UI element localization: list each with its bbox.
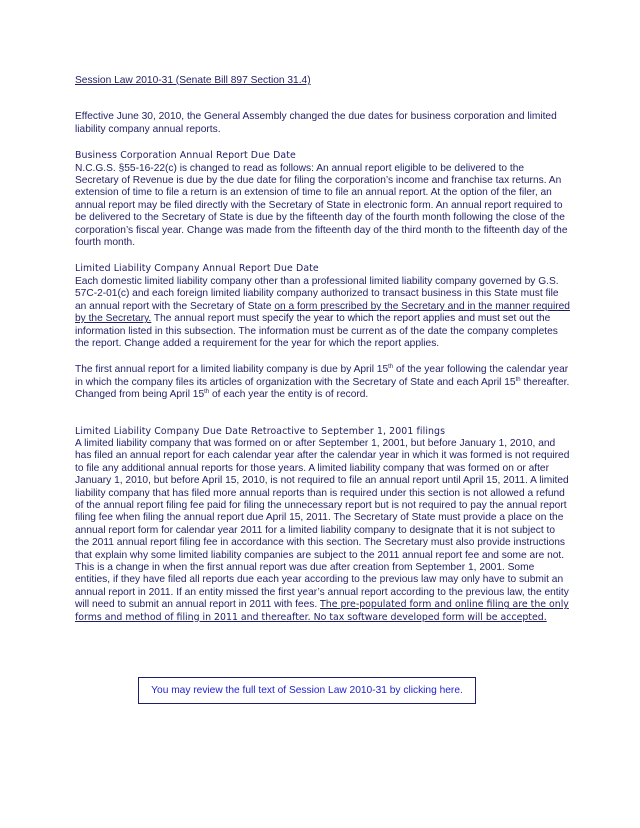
document-body — [75, 75, 570, 624]
ordinal-suffix: th — [388, 364, 394, 371]
llc-first-report-text: of the year following the calendar year in which the company files its articles of organization with the Secretary of State and each April 15 — [75, 364, 569, 388]
llc-first-report-text: The first annual report for a limited liability company is due by April 15 — [75, 364, 389, 376]
llc-body-text-continued: The annual report must specify the year to which the report applies and must set out the information listed in this subsection. The information must be current as of the date the company completes the report. Change added a requirement for the year for which the report applies. — [75, 313, 558, 349]
full-text-link[interactable]: You may review the full text of Session Law 2010-31 by clicking here. — [151, 685, 463, 696]
section-body-corporation: N.C.G.S. §55-16-22(c) is changed to read as follows: An annual report eligible to be delivered to the Secretary of Revenue is due by the due date for filing the corporation’s income and franchise tax returns. An extension of time to file a return is an extension of time to file an annual report. At the option of the filer, an annual report may be filed directly with the Secretary of State in electronic form. An annual report required to be delivered to the Secretary of State is due by the fifteenth day of the fourth month following the close of the corporation’s fiscal year. Change was made from the fifteenth day of the third month to the fifteenth day of the fourth month. — [75, 162, 568, 249]
llc-body-text: Each domestic limited liability company other than a professional limited liability company governed by G.S. 57C-2-01(c) and each foreign limited liability company authorized to transact business in this State must file an annual report with the Secretary of State — [75, 275, 559, 312]
section-body-retroactive: A limited liability company that was formed on or after September 1, 2001, but before January 1, 2010, and has filed an annual report for each calendar year after the calendar year in which it was formed is not required to file any additional annual reports for those years. A limited liability company that was formed on or after January 1, 2010, but before April 15, 2010, is not required to file an annual report until April 15, 2011. A limited liability company that has filed more annual reports than is required under this section is not allowed a refund of the annual report filing fee paid for filing the unnecessary report but is not required to pay the annual report filing fee when filing the annual report due April 15, 2011. The Secretary of State must provide a place on the annual report form for calendar year 2011 for a limited liability company to designate that it is not subject to the 2011 annual report filing fee in accordance with this section. The Secretary must also provide instructions that explain why some limited liability companies are subject to the 2011 annual report fee and some are not. — [75, 437, 570, 561]
section-heading-retroactive: Limited Liability Company Due Date Retroactive to September 1, 2001 filings — [75, 425, 446, 437]
llc-first-report-text: of each year the entity is of record. — [209, 389, 369, 401]
llc-first-report-text: thereafter. Changed from being April 15 — [75, 376, 570, 401]
document-title: Session Law 2010-31 (Senate Bill 897 Section 31.4) — [75, 75, 311, 86]
section-heading-llc: Limited Liability Company Annual Report Due Date — [75, 263, 319, 275]
full-text-link-box[interactable] — [138, 677, 476, 704]
intro-paragraph: Effective June 30, 2010, the General Assembly changed the due dates for business corporation and limited liability company annual reports. — [75, 111, 557, 135]
llc-form-requirement: on a form prescribed by the Secretary and in the manner required by the Secretary. — [75, 300, 570, 325]
ordinal-suffix: th — [515, 376, 521, 383]
ordinal-suffix: th — [204, 389, 210, 396]
filing-method-notice: The pre-populated form and online filing are the only forms and method of filing in 2011 and thereafter. No tax software developed form will be accepted. — [75, 599, 569, 623]
retroactive-change-text: This is a change in when the first annual report was due after creation from September 1, 2001. Some entities, if they have filed all reports due each year according to the previous law may only have to submit an annual report in 2011. If an entity missed the first year’s annual report according to the previous law, the entity will need to submit an annual report in 2011 with fees. — [75, 562, 569, 611]
llc-first-report-paragraph — [75, 364, 570, 401]
section-heading-corporation: Business Corporation Annual Report Due Date — [75, 150, 296, 162]
section-body-llc — [75, 276, 570, 350]
section-body-retroactive-change — [75, 562, 570, 624]
